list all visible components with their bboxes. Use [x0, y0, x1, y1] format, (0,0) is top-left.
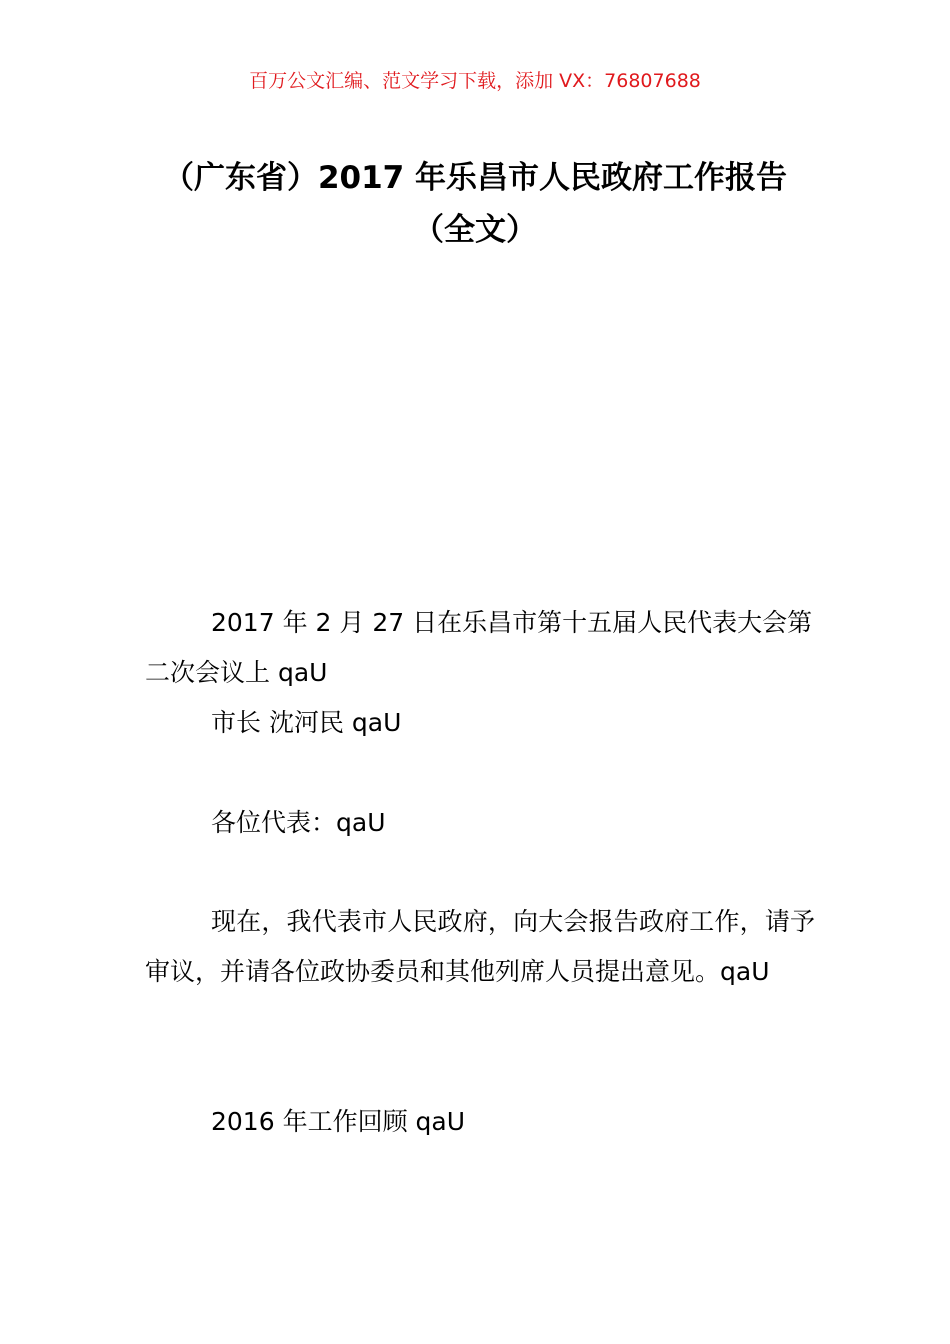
greeting-paragraph	[145, 798, 815, 848]
section-heading-paragraph	[145, 1097, 815, 1147]
speaker-paragraph	[145, 698, 815, 748]
meeting-paragraph	[145, 598, 815, 698]
header-promo-note: 百万公文汇编、范文学习下载，添加 VX：76807688	[249, 70, 701, 92]
greeting-line: 各位代表：qaU	[211, 808, 386, 837]
intro-paragraph	[145, 897, 815, 997]
document-title: （广东省）2017 年乐昌市人民政府工作报告（全文）	[162, 160, 788, 248]
section-heading: 2016 年工作回顾 qaU	[211, 1107, 466, 1136]
speaker-line: 市长 沈河民 qaU	[211, 708, 402, 737]
meeting-line: 2017 年 2 月 27 日在乐昌市第十五届人民代表大会第二次会议上 qaU	[145, 608, 813, 687]
intro-text: 现在，我代表市人民政府，向大会报告政府工作，请予审议，并请各位政协委员和其他列席人员提出意见。qaU	[145, 907, 815, 986]
